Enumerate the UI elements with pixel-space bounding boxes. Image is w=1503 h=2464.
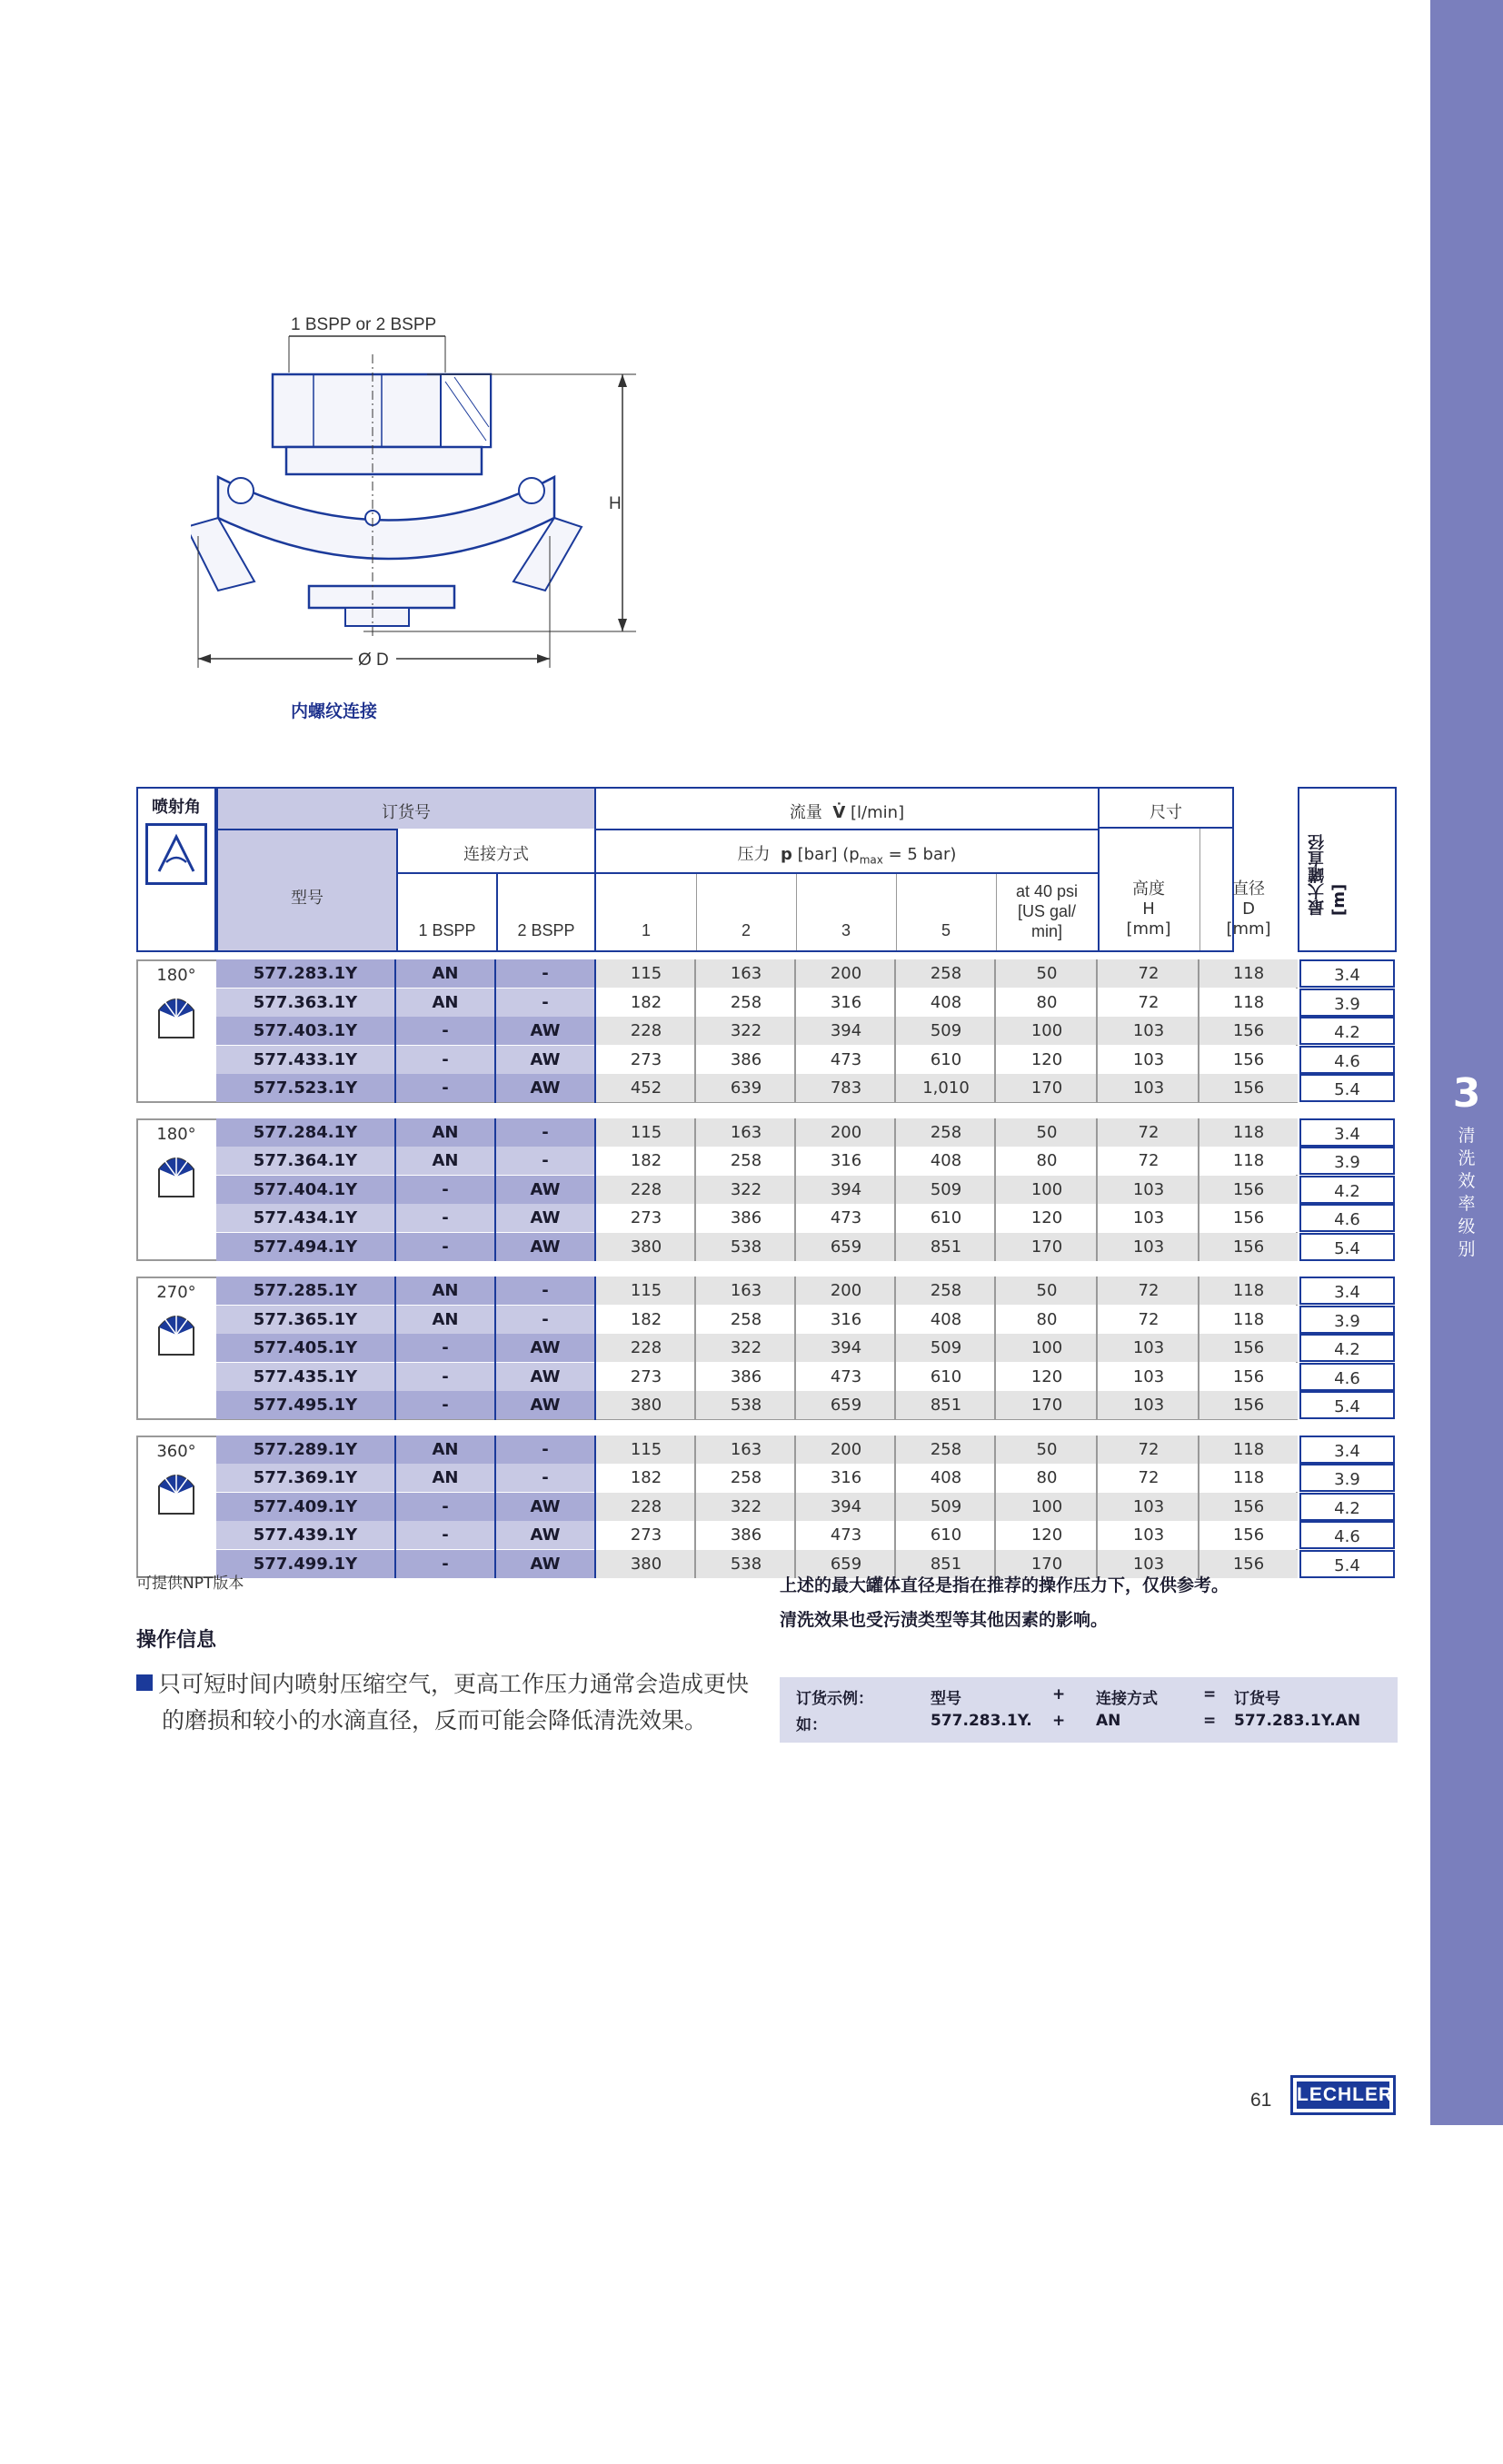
table-cell: 473 — [796, 1204, 896, 1232]
table-cell: 163 — [696, 1277, 796, 1305]
connection-code: - — [496, 1436, 594, 1464]
table-cell: 783 — [796, 1074, 896, 1102]
model-number: 577.434.1Y — [216, 1204, 394, 1232]
table-cell: 50 — [996, 959, 1098, 988]
table-cell: 610 — [896, 1204, 996, 1232]
diameter-label: Ø D — [358, 651, 389, 670]
table-cell: 258 — [696, 1464, 796, 1492]
table-cell: 228 — [596, 1176, 696, 1204]
connection-code: - — [396, 1233, 494, 1261]
table-cell: 170 — [996, 1391, 1098, 1419]
table-cell: 509 — [896, 1493, 996, 1521]
spray-angle-label: 270° — [156, 1283, 196, 1302]
model-number: 577.363.1Y — [216, 989, 394, 1017]
table-cell: 538 — [696, 1391, 796, 1419]
max-tank-diameter: 4.2 — [1299, 1493, 1395, 1521]
table-cell: 163 — [696, 1436, 796, 1464]
model-number: 577.499.1Y — [216, 1550, 394, 1578]
connection-code: AN — [396, 959, 494, 988]
table-cell: 182 — [596, 1306, 696, 1334]
connection-code: - — [396, 1017, 494, 1045]
table-cell: 72 — [1098, 989, 1199, 1017]
chapter-title: 清 洗 效 率 级 别 — [1458, 1126, 1476, 1259]
connection-code: AN — [396, 1118, 494, 1147]
spray-angle-label: 180° — [156, 1124, 196, 1144]
connection-code: - — [396, 1363, 494, 1391]
table-cell: 258 — [896, 1436, 996, 1464]
npt-note: 可提供NPT版本 — [136, 1575, 244, 1593]
connection-code: AW — [496, 1334, 594, 1362]
table-cell: 72 — [1098, 1147, 1199, 1175]
table-cell: 452 — [596, 1074, 696, 1102]
table-cell: 386 — [696, 1046, 796, 1074]
connection-code: AW — [496, 1176, 594, 1204]
order-example: 订货示例： 型号 + 连接方式 = 订货号 如： 577.283.1Y. + AN = 577.283.1Y.AN — [780, 1677, 1398, 1743]
table-cell: 408 — [896, 1306, 996, 1334]
table-cell: 50 — [996, 1118, 1098, 1147]
connection-code: AW — [496, 1074, 594, 1102]
product-table: 喷射角 订货号 型号 连接方式 1 BSPP 2 BSPP 流量 V̇ [l/min] 压力 p [bar] ($p_{max} = 5$ bar) 1 2 3 5 at 40 psi [US gal/ min] 尺寸 高度 H [mm] 直径 D [mm] 最大罐直径 [m] 180° 577.283.1Y AN - 115 163 200 258 50 72 118 3.4 577.363.1Y AN - 182 258 316 408 80 72 118 3.9 577.403.1Y - AW 228 322 394 509 100 103 156 4.2 577.433.1Y - AW 273 386 473 610 120 103 156 4.6 577.523.1Y - AW 452 639 783 1,010 170 103 156 5.4 180° 577.284.1Y AN - 115 163 200 258 50 72 118 3.4 577.364.1Y AN - 182 258 316 408 80 72 118 3.9 577.404.1Y - AW 228 322 394 509 100 103 156 4.2 577.434.1Y - AW 273 386 473 610 120 103 156 4.6 577.494.1Y - AW 380 538 659 851 170 103 156 5.4 270° 577.285.1Y AN - 115 163 200 258 50 72 118 3.4 577.365.1Y AN - 182 258 316 408 80 72 118 3.9 577.405.1Y - AW 228 322 394 509 100 103 156 4.2 577.435.1Y - AW 273 386 473 610 120 103 156 4.6 577.495.1Y - AW 380 538 659 851 170 103 156 5.4 360° 577.289.1Y AN - 115 163 200 258 50 72 118 3.4 577.369.1Y AN - 182 258 316 408 80 72 118 3.9 577.409.1Y - AW 228 322 394 509 100 103 156 4.2 577.439.1Y - AW 273 386 473 610 120 103 156 4.6 577.499.1Y - AW 380 538 659 851 170 103 156 5.4 — [136, 787, 1397, 2464]
model-number: 577.435.1Y — [216, 1363, 394, 1391]
model-number: 577.284.1Y — [216, 1118, 394, 1147]
table-cell: 170 — [996, 1233, 1098, 1261]
table-cell: 118 — [1199, 1147, 1298, 1175]
connection-code: AN — [396, 1306, 494, 1334]
table-cell: 610 — [896, 1046, 996, 1074]
table-cell: 72 — [1098, 1464, 1199, 1492]
table-cell: 118 — [1199, 1277, 1298, 1305]
model-number: 577.523.1Y — [216, 1074, 394, 1102]
max-tank-diameter: 4.2 — [1299, 1334, 1395, 1362]
table-cell: 156 — [1199, 1176, 1298, 1204]
table-cell: 1,010 — [896, 1074, 996, 1102]
table-cell: 80 — [996, 1147, 1098, 1175]
table-cell: 72 — [1098, 1277, 1199, 1305]
table-cell: 103 — [1098, 1204, 1199, 1232]
table-cell: 322 — [696, 1017, 796, 1045]
table-cell: 50 — [996, 1277, 1098, 1305]
max-tank-diameter: 3.9 — [1299, 989, 1395, 1017]
connection-code: AW — [496, 1233, 594, 1261]
connection-code: - — [396, 1550, 494, 1578]
table-cell: 103 — [1098, 1521, 1199, 1549]
table-cell: 228 — [596, 1017, 696, 1045]
connection-code: - — [496, 1464, 594, 1492]
spray-angle-label: 180° — [156, 966, 196, 985]
table-cell: 408 — [896, 1464, 996, 1492]
table-cell: 473 — [796, 1521, 896, 1549]
table-cell: 322 — [696, 1334, 796, 1362]
table-cell: 182 — [596, 989, 696, 1017]
table-cell: 156 — [1199, 1550, 1298, 1578]
max-tank-diameter: 3.4 — [1299, 1118, 1395, 1147]
table-cell: 610 — [896, 1521, 996, 1549]
table-cell: 200 — [796, 1436, 896, 1464]
table-cell: 72 — [1098, 1118, 1199, 1147]
table-cell: 118 — [1199, 989, 1298, 1017]
table-cell: 408 — [896, 989, 996, 1017]
table-cell: 115 — [596, 1118, 696, 1147]
table-cell: 182 — [596, 1464, 696, 1492]
table-cell: 273 — [596, 1204, 696, 1232]
connection-code: - — [396, 1521, 494, 1549]
max-tank-diameter: 4.6 — [1299, 1363, 1395, 1391]
table-cell: 118 — [1199, 1118, 1298, 1147]
table-cell: 386 — [696, 1363, 796, 1391]
max-tank-diameter: 5.4 — [1299, 1391, 1395, 1419]
max-tank-diameter: 4.2 — [1299, 1176, 1395, 1204]
chapter-number: 3 — [1452, 1070, 1481, 1117]
table-cell: 100 — [996, 1176, 1098, 1204]
connection-code: - — [496, 1277, 594, 1305]
table-cell: 163 — [696, 1118, 796, 1147]
table-cell: 118 — [1199, 1436, 1298, 1464]
table-cell: 120 — [996, 1046, 1098, 1074]
table-cell: 156 — [1199, 1046, 1298, 1074]
table-cell: 851 — [896, 1391, 996, 1419]
connection-code: AW — [496, 1521, 594, 1549]
table-cell: 258 — [696, 1147, 796, 1175]
table-cell: 509 — [896, 1334, 996, 1362]
table-cell: 851 — [896, 1233, 996, 1261]
table-cell: 200 — [796, 959, 896, 988]
table-cell: 120 — [996, 1204, 1098, 1232]
table-cell: 228 — [596, 1334, 696, 1362]
spray-pattern-icon — [155, 990, 197, 1039]
connection-code: - — [396, 1334, 494, 1362]
bullet-icon — [136, 1674, 153, 1691]
table-cell: 103 — [1098, 1391, 1199, 1419]
spray-pattern-icon — [155, 1466, 197, 1515]
table-cell: 156 — [1199, 1493, 1298, 1521]
table-cell: 120 — [996, 1363, 1098, 1391]
model-number: 577.495.1Y — [216, 1391, 394, 1419]
table-cell: 273 — [596, 1363, 696, 1391]
max-tank-diameter-header: 最大罐直径 [m] — [1298, 787, 1397, 952]
model-number: 577.364.1Y — [216, 1147, 394, 1175]
table-cell: 380 — [596, 1550, 696, 1578]
table-cell: 72 — [1098, 959, 1199, 988]
table-cell: 386 — [696, 1521, 796, 1549]
table-cell: 170 — [996, 1550, 1098, 1578]
table-cell: 394 — [796, 1176, 896, 1204]
connection-code: - — [396, 1391, 494, 1419]
connection-code: - — [396, 1493, 494, 1521]
page-number: 61 — [1250, 2090, 1272, 2111]
table-cell: 156 — [1199, 1074, 1298, 1102]
max-tank-diameter: 3.4 — [1299, 959, 1395, 988]
operation-body: 只可短时间内喷射压缩空气，更高工作压力通常会造成更快 的磨损和较小的水滴直径，反而可能会降低清洗效果。 — [136, 1666, 763, 1739]
table-cell: 322 — [696, 1493, 796, 1521]
max-tank-diameter: 5.4 — [1299, 1550, 1395, 1578]
table-cell: 118 — [1199, 1306, 1298, 1334]
table-cell: 509 — [896, 1176, 996, 1204]
operation-title: 操作信息 — [136, 1629, 217, 1652]
connection-code: AN — [396, 1464, 494, 1492]
model-number: 577.369.1Y — [216, 1464, 394, 1492]
connection-code: - — [396, 1204, 494, 1232]
table-cell: 103 — [1098, 1334, 1199, 1362]
table-cell: 473 — [796, 1046, 896, 1074]
connection-code: AN — [396, 1277, 494, 1305]
max-tank-diameter: 5.4 — [1299, 1233, 1395, 1261]
max-tank-diameter: 3.4 — [1299, 1277, 1395, 1305]
max-tank-diameter: 3.9 — [1299, 1306, 1395, 1334]
order-number-header: 订货号 型号 连接方式 1 BSPP 2 BSPP — [216, 787, 596, 952]
table-cell: 100 — [996, 1334, 1098, 1362]
table-cell: 851 — [896, 1550, 996, 1578]
table-cell: 50 — [996, 1436, 1098, 1464]
connection-code: AW — [496, 1363, 594, 1391]
table-cell: 380 — [596, 1233, 696, 1261]
table-cell: 170 — [996, 1074, 1098, 1102]
connection-code: - — [396, 1176, 494, 1204]
table-cell: 103 — [1098, 1074, 1199, 1102]
table-cell: 273 — [596, 1521, 696, 1549]
table-cell: 80 — [996, 1464, 1098, 1492]
connection-code: AN — [396, 989, 494, 1017]
table-cell: 163 — [696, 959, 796, 988]
table-cell: 509 — [896, 1017, 996, 1045]
table-cell: 80 — [996, 989, 1098, 1017]
model-number: 577.283.1Y — [216, 959, 394, 988]
max-tank-diameter: 4.6 — [1299, 1521, 1395, 1549]
table-cell: 258 — [896, 1277, 996, 1305]
model-number: 577.403.1Y — [216, 1017, 394, 1045]
table-cell: 316 — [796, 1306, 896, 1334]
model-number: 577.365.1Y — [216, 1306, 394, 1334]
connection-code: - — [496, 1147, 594, 1175]
table-cell: 258 — [896, 1118, 996, 1147]
connection-code: AW — [496, 1391, 594, 1419]
connection-code: AW — [496, 1017, 594, 1045]
chapter-sidebar — [1430, 0, 1503, 2125]
table-cell: 659 — [796, 1233, 896, 1261]
table-cell: 182 — [596, 1147, 696, 1175]
table-cell: 156 — [1199, 1391, 1298, 1419]
table-cell: 273 — [596, 1046, 696, 1074]
model-number: 577.409.1Y — [216, 1493, 394, 1521]
max-tank-diameter: 3.9 — [1299, 1147, 1395, 1175]
model-number: 577.439.1Y — [216, 1521, 394, 1549]
connection-code: - — [496, 959, 594, 988]
spray-angle-header: 喷射角 — [136, 787, 216, 952]
table-cell: 72 — [1098, 1306, 1199, 1334]
table-cell: 103 — [1098, 1493, 1199, 1521]
spray-pattern-icon — [155, 1149, 197, 1198]
model-number: 577.404.1Y — [216, 1176, 394, 1204]
spray-pattern-icon — [155, 1307, 197, 1356]
model-number: 577.289.1Y — [216, 1436, 394, 1464]
table-cell: 538 — [696, 1550, 796, 1578]
max-tank-diameter: 3.9 — [1299, 1464, 1395, 1492]
table-cell: 100 — [996, 1017, 1098, 1045]
tank-diameter-note: 上述的最大罐体直径是指在推荐的操作压力下，仅供参考。 清洗效果也受污渍类型等其他因素的影响。 — [780, 1575, 1229, 1630]
table-cell: 659 — [796, 1391, 896, 1419]
table-cell: 118 — [1199, 959, 1298, 988]
table-cell: 103 — [1098, 1017, 1199, 1045]
table-cell: 228 — [596, 1493, 696, 1521]
height-label: H — [609, 494, 622, 513]
table-cell: 639 — [696, 1074, 796, 1102]
table-cell: 258 — [696, 1306, 796, 1334]
table-cell: 394 — [796, 1017, 896, 1045]
model-number: 577.433.1Y — [216, 1046, 394, 1074]
connection-code: AW — [496, 1550, 594, 1578]
table-cell: 386 — [696, 1204, 796, 1232]
table-cell: 156 — [1199, 1204, 1298, 1232]
table-cell: 610 — [896, 1363, 996, 1391]
table-cell: 200 — [796, 1118, 896, 1147]
table-cell: 80 — [996, 1306, 1098, 1334]
table-cell: 156 — [1199, 1521, 1298, 1549]
connection-code: - — [396, 1046, 494, 1074]
connection-code: AW — [496, 1046, 594, 1074]
connection-code: - — [496, 1306, 594, 1334]
connection-code: - — [396, 1074, 494, 1102]
model-number: 577.494.1Y — [216, 1233, 394, 1261]
max-tank-diameter: 4.6 — [1299, 1046, 1395, 1074]
table-cell: 200 — [796, 1277, 896, 1305]
table-cell: 120 — [996, 1521, 1098, 1549]
spray-angle-icon — [145, 823, 207, 885]
max-tank-diameter: 4.6 — [1299, 1204, 1395, 1232]
table-cell: 115 — [596, 1277, 696, 1305]
table-cell: 156 — [1199, 1233, 1298, 1261]
max-tank-diameter: 5.4 — [1299, 1074, 1395, 1102]
table-cell: 72 — [1098, 1436, 1199, 1464]
table-cell: 115 — [596, 1436, 696, 1464]
table-cell: 538 — [696, 1233, 796, 1261]
connection-code: AN — [396, 1436, 494, 1464]
table-cell: 103 — [1098, 1550, 1199, 1578]
connection-code: - — [496, 1118, 594, 1147]
table-cell: 258 — [896, 959, 996, 988]
table-cell: 115 — [596, 959, 696, 988]
model-number: 577.405.1Y — [216, 1334, 394, 1362]
table-cell: 394 — [796, 1334, 896, 1362]
table-cell: 258 — [696, 989, 796, 1017]
table-cell: 394 — [796, 1493, 896, 1521]
flow-header: 流量 V̇ [l/min] 压力 p [bar] ($p_{max} = 5$ bar) 1 2 3 5 at 40 psi [US gal/ min] 尺寸 — [596, 787, 1234, 952]
connection-code: - — [496, 989, 594, 1017]
table-cell: 316 — [796, 989, 896, 1017]
nozzle-drawing — [191, 309, 645, 672]
table-cell: 118 — [1199, 1464, 1298, 1492]
connection-code: AW — [496, 1204, 594, 1232]
table-cell: 316 — [796, 1464, 896, 1492]
table-cell: 103 — [1098, 1176, 1199, 1204]
table-cell: 156 — [1199, 1334, 1298, 1362]
table-cell: 380 — [596, 1391, 696, 1419]
table-cell: 156 — [1199, 1017, 1298, 1045]
drawing-caption: 内螺纹连接 — [291, 701, 378, 721]
table-cell: 408 — [896, 1147, 996, 1175]
model-number: 577.285.1Y — [216, 1277, 394, 1305]
table-cell: 322 — [696, 1176, 796, 1204]
thread-label: 1 BSPP or 2 BSPP — [291, 315, 437, 334]
table-cell: 103 — [1098, 1363, 1199, 1391]
max-tank-diameter: 4.2 — [1299, 1017, 1395, 1045]
table-cell: 103 — [1098, 1046, 1199, 1074]
table-cell: 316 — [796, 1147, 896, 1175]
max-tank-diameter: 3.4 — [1299, 1436, 1395, 1464]
table-cell: 100 — [996, 1493, 1098, 1521]
connection-code: AW — [496, 1493, 594, 1521]
connection-code: AN — [396, 1147, 494, 1175]
table-cell: 156 — [1199, 1363, 1298, 1391]
table-cell: 103 — [1098, 1233, 1199, 1261]
table-cell: 659 — [796, 1550, 896, 1578]
spray-angle-label: 360° — [156, 1441, 196, 1461]
table-cell: 473 — [796, 1363, 896, 1391]
lechler-logo: LECHLER — [1290, 2075, 1396, 2115]
